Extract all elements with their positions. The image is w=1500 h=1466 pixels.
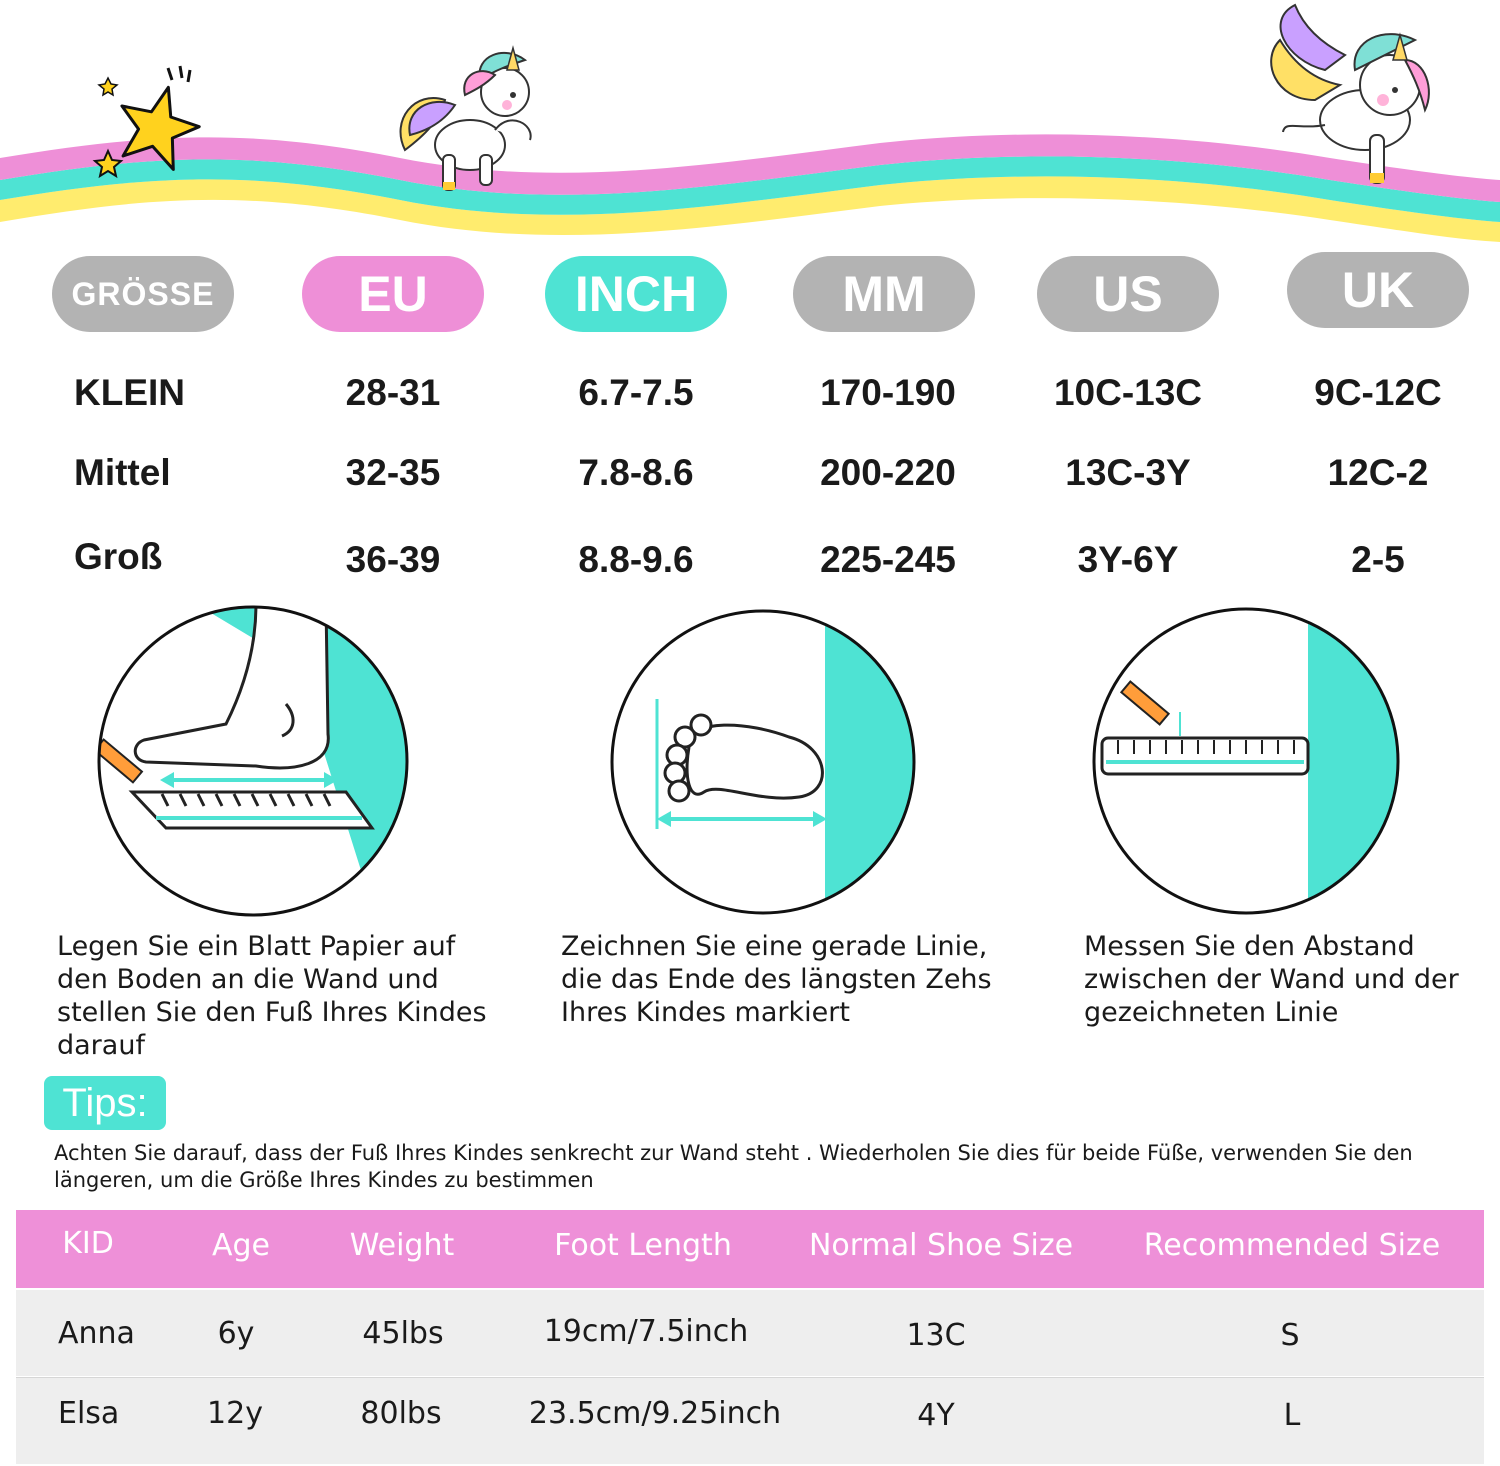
size-inch: 8.8-9.6	[578, 539, 694, 580]
step-3-text: Messen Sie den Abstand zwischen der Wand und der gezeichneten Linie	[1084, 931, 1459, 1028]
size-inch: 7.8-8.6	[578, 452, 694, 493]
kid-weight: 45lbs	[362, 1316, 444, 1351]
size-us: 13C-3Y	[1065, 452, 1191, 493]
kid-header-weight: Weight	[349, 1228, 455, 1263]
size-label: Groß	[74, 536, 163, 577]
header-inch: INCH	[545, 256, 727, 332]
step-2-text: Zeichnen Sie eine gerade Linie, die das Ende des längsten Zehs Ihres Kindes markiert	[561, 931, 992, 1028]
ruler-icon	[1090, 606, 1402, 916]
kid-foot-length: 19cm/7.5inch	[543, 1314, 749, 1349]
tips-text: Achten Sie darauf, dass der Fuß Ihres Kindes senkrecht zur Wand steht . Wiederholen Sie dies für beide Füße, verwenden Sie den längeren, um die Größe Ihres Kindes zu bestimmen	[54, 1141, 1413, 1192]
step-1-text: Legen Sie ein Blatt Papier auf den Boden an die Wand und stellen Sie den Fuß Ihres Kindes darauf	[57, 931, 487, 1061]
unicorn-left-icon	[385, 40, 550, 200]
kid-recommended-size: S	[1280, 1318, 1300, 1353]
kid-weight: 80lbs	[360, 1396, 442, 1431]
kid-normal-size: 4Y	[917, 1398, 955, 1433]
unicorn-right-icon	[1255, 0, 1455, 190]
size-mm: 225-245	[820, 539, 956, 580]
header-uk: UK	[1287, 252, 1469, 328]
size-mm: 170-190	[820, 372, 956, 413]
kid-header-normal-size: Normal Shoe Size	[808, 1228, 1074, 1263]
size-mm: 200-220	[820, 452, 956, 493]
header-eu: EU	[302, 256, 484, 332]
size-us: 10C-13C	[1053, 372, 1203, 413]
size-eu: 28-31	[345, 372, 441, 413]
kid-age: 6y	[217, 1316, 255, 1351]
size-label: KLEIN	[74, 372, 185, 413]
size-uk: 12C-2	[1327, 452, 1429, 493]
kid-header-recommended-size: Recommended Size	[1143, 1228, 1441, 1263]
kid-recommended-size: L	[1283, 1398, 1301, 1433]
size-us: 3Y-6Y	[1077, 539, 1179, 580]
header-groesse: GRÖSSE	[52, 256, 234, 332]
size-uk: 9C-12C	[1314, 372, 1442, 413]
size-label: Mittel	[74, 452, 171, 493]
kid-header-age: Age	[211, 1228, 271, 1263]
kid-name: Anna	[58, 1316, 135, 1351]
size-uk: 2-5	[1351, 539, 1405, 580]
kid-age: 12y	[207, 1396, 263, 1431]
star-icon	[88, 56, 218, 186]
foot-on-paper-icon	[96, 604, 412, 918]
size-eu: 36-39	[345, 539, 441, 580]
kid-normal-size: 13C	[906, 1318, 966, 1353]
kid-name: Elsa	[58, 1396, 120, 1431]
tips-badge: Tips:	[44, 1076, 166, 1130]
kid-foot-length: 23.5cm/9.25inch	[528, 1396, 782, 1431]
footprint-measure-icon	[609, 607, 917, 917]
header-us: US	[1037, 256, 1219, 332]
size-eu: 32-35	[345, 452, 441, 493]
kid-header-kid: KID	[62, 1226, 114, 1261]
header-mm: MM	[793, 256, 975, 332]
kid-header-foot-length: Foot Length	[554, 1228, 732, 1263]
size-inch: 6.7-7.5	[578, 372, 694, 413]
